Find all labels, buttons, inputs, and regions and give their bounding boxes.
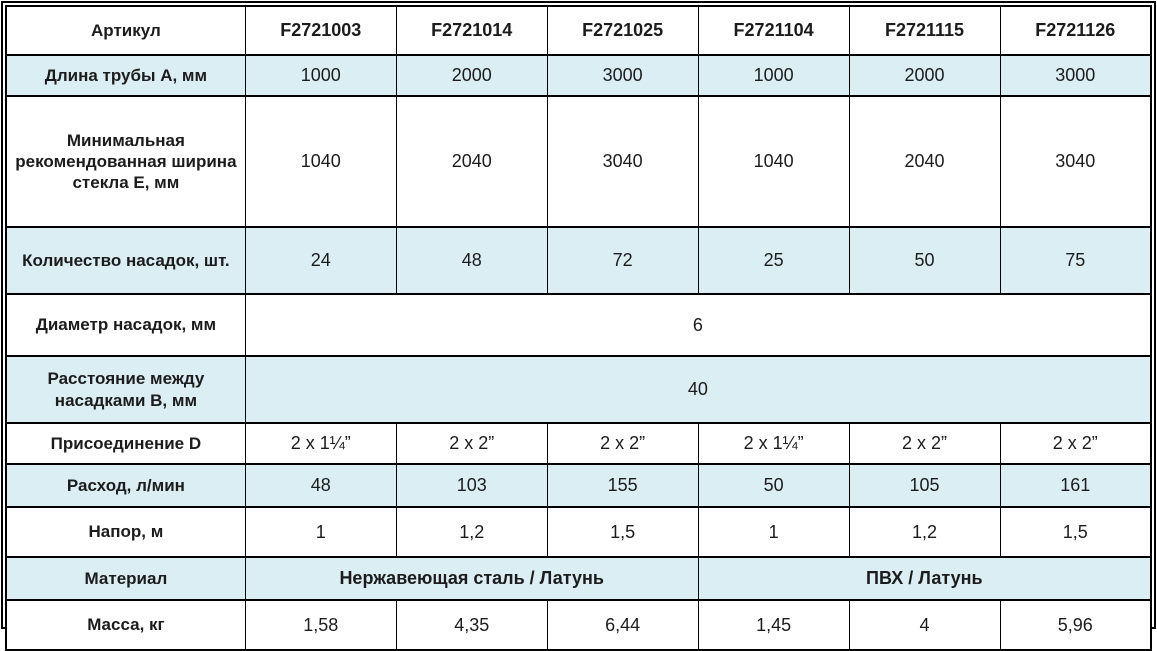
cell-value: 1 <box>698 507 849 557</box>
row-label: Количество насадок, шт. <box>6 227 245 294</box>
cell-value: 1,2 <box>849 507 1000 557</box>
cell-value: 2040 <box>396 96 547 227</box>
row-label: Длина трубы А, мм <box>6 55 245 96</box>
cell-value: 1,45 <box>698 600 849 650</box>
row-nozzle-spacing <box>6 356 1151 423</box>
article-code: F2721025 <box>547 6 698 55</box>
product-spec-table <box>5 5 1152 651</box>
article-code: F2721115 <box>849 6 1000 55</box>
row-material <box>6 557 1151 600</box>
row-head <box>6 507 1151 557</box>
row-weight <box>6 600 1151 650</box>
cell-value: 75 <box>1000 227 1151 294</box>
cell-value: 72 <box>547 227 698 294</box>
cell-value: 48 <box>396 227 547 294</box>
cell-value: 103 <box>396 464 547 507</box>
cell-value: 6,44 <box>547 600 698 650</box>
cell-value: 50 <box>698 464 849 507</box>
article-code: F2721104 <box>698 6 849 55</box>
cell-material-pvc: ПВХ / Латунь <box>698 557 1151 600</box>
cell-value-span: 6 <box>245 294 1151 356</box>
row-label: Расстояние между насадками В, мм <box>6 356 245 423</box>
row-label: Напор, м <box>6 507 245 557</box>
cell-value: 1 <box>245 507 396 557</box>
cell-value: 3000 <box>1000 55 1151 96</box>
cell-value: 1,5 <box>1000 507 1151 557</box>
cell-value: 1,2 <box>396 507 547 557</box>
cell-value: 155 <box>547 464 698 507</box>
article-code: F2721014 <box>396 6 547 55</box>
cell-value: 2 х 2” <box>396 423 547 464</box>
header-article-label: Артикул <box>6 6 245 55</box>
cell-value: 1040 <box>698 96 849 227</box>
cell-value: 2000 <box>849 55 1000 96</box>
cell-value: 4,35 <box>396 600 547 650</box>
cell-value: 50 <box>849 227 1000 294</box>
cell-value: 2 х 1¼” <box>245 423 396 464</box>
cell-value: 1000 <box>698 55 849 96</box>
cell-value: 3000 <box>547 55 698 96</box>
row-label: Минимальная рекомендованная ширина стекла Е, мм <box>6 96 245 227</box>
cell-value: 161 <box>1000 464 1151 507</box>
row-pipe-length <box>6 55 1151 96</box>
row-nozzle-count <box>6 227 1151 294</box>
cell-value: 2000 <box>396 55 547 96</box>
row-connection <box>6 423 1151 464</box>
cell-value-span: 40 <box>245 356 1151 423</box>
cell-value: 48 <box>245 464 396 507</box>
cell-material-steel: Нержавеющая сталь / Латунь <box>245 557 698 600</box>
cell-value: 5,96 <box>1000 600 1151 650</box>
cell-value: 2 х 1¼” <box>698 423 849 464</box>
cell-value: 25 <box>698 227 849 294</box>
cell-value: 1040 <box>245 96 396 227</box>
article-code: F2721003 <box>245 6 396 55</box>
cell-value: 105 <box>849 464 1000 507</box>
article-code: F2721126 <box>1000 6 1151 55</box>
row-label: Масса, кг <box>6 600 245 650</box>
row-glass-width <box>6 96 1151 227</box>
cell-value: 2 х 2” <box>1000 423 1151 464</box>
cell-value: 24 <box>245 227 396 294</box>
cell-value: 2 х 2” <box>547 423 698 464</box>
cell-value: 4 <box>849 600 1000 650</box>
row-label: Материал <box>6 557 245 600</box>
row-label: Расход, л/мин <box>6 464 245 507</box>
cell-value: 2040 <box>849 96 1000 227</box>
cell-value: 1,58 <box>245 600 396 650</box>
row-label: Присоединение D <box>6 423 245 464</box>
cell-value: 1,5 <box>547 507 698 557</box>
spec-table-frame <box>1 1 1156 635</box>
header-row <box>6 6 1151 55</box>
row-flow-rate <box>6 464 1151 507</box>
cell-value: 1000 <box>245 55 396 96</box>
row-nozzle-diameter <box>6 294 1151 356</box>
cell-value: 3040 <box>547 96 698 227</box>
row-label: Диаметр насадок, мм <box>6 294 245 356</box>
cell-value: 3040 <box>1000 96 1151 227</box>
cell-value: 2 х 2” <box>849 423 1000 464</box>
